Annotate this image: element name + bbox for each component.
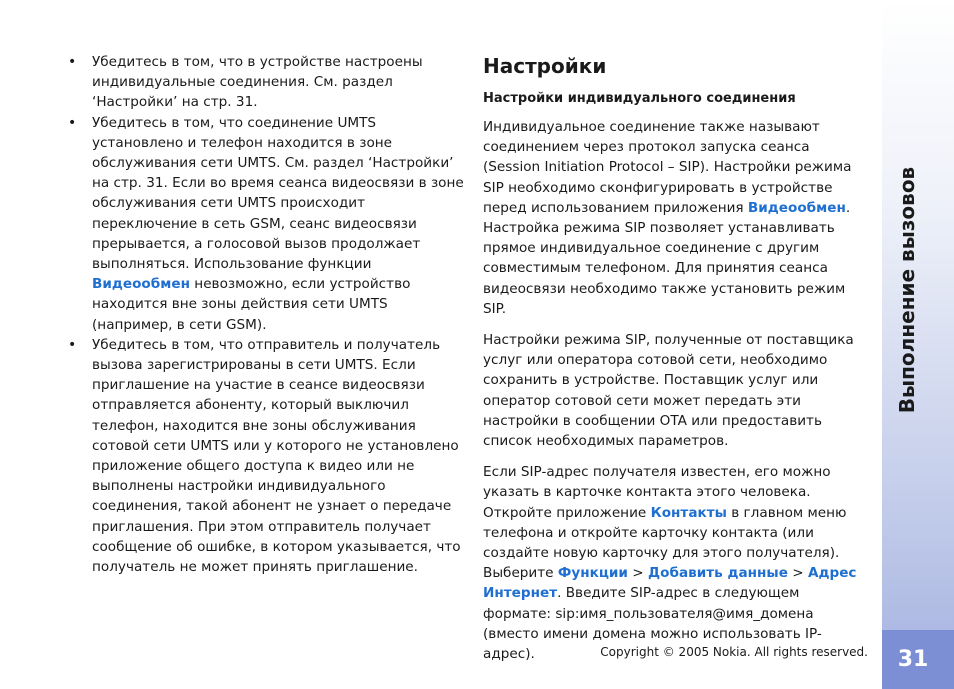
subsection-heading: Настройки индивидуального соединения (483, 91, 796, 106)
copyright-notice: Copyright © 2005 Nokia. All rights reserved. (600, 645, 868, 659)
paragraph-2 (483, 330, 871, 451)
paragraph-text: Индивидуальное соединение также называют соединением через протокол запуска сеанса (Session Initiation Protocol – SIP). Настройки режима SIP необходимо сконфигурировать в устройстве перед использованием приложения (483, 119, 852, 216)
paragraph-text: Если SIP-адрес получателя известен, его можно указать в карточке контакта этого человека. Откройте приложение (483, 464, 831, 521)
bullet-item-3 (66, 335, 466, 577)
section-heading: Настройки (483, 54, 607, 78)
menu-separator: > (627, 565, 649, 582)
link-internet-address[interactable]: Адрес Интернет (483, 565, 857, 602)
right-column (483, 52, 871, 675)
bullet-item-1 (66, 52, 466, 113)
link-videosharing[interactable]: Видеообмен (92, 276, 190, 293)
link-add-details[interactable]: Добавить данные (648, 565, 788, 582)
paragraph-text: в главном меню телефона и откройте карточку контакта (или создайте новую карточку для этого получателя). Выберите (483, 504, 847, 582)
link-videosharing[interactable]: Видеообмен (747, 199, 846, 216)
bullet-text: Убедитесь в том, что отправитель и получатель вызова зарегистрированы в сети UMTS. Если приглашение на участие в сеансе видеосвязи отправляется абоненту, который выключил телефон, находится вне зоны обслуживания сотовой сети UMTS или у которого не установлено приложение общего доступа к видео или не выполнены настройки индивидуального соединения, такой абонент не узнает о передаче приглашения. При этом отправитель получает сообщение об ошибке, в котором указывается, что получатель не может принять приглашение. (92, 336, 461, 576)
paragraph-3 (483, 462, 871, 664)
paragraph-text: . Настройка режима SIP позволяет устанавливать прямое индивидуальное соединение с другим совместимым телефоном. Для принятия сеанса видеосвязи необходимо также установить режим SIP. (483, 199, 851, 317)
paragraph-text: Настройки режима SIP, полученные от поставщика услуг или оператора сотовой сети, необходимо сохранить в устройстве. Поставщик услуг или оператор сотовой сети может передать эти настройки в сообщении OTA или предоставить список необходимых параметров. (483, 332, 854, 450)
bullet-text: Убедитесь в том, что соединение UMTS установлено и телефон находится в зоне обслуживания сети UMTS. См. раздел ‘Настройки’ на стр. 31. Если во время сеанса видеосвязи в зоне обслуживания сети UMTS происходит переключение в сеть GSM, сеанс видеосвязи прерывается, а голосовой вызов продолжает выполняться. Использование функции (92, 114, 464, 273)
link-contacts[interactable]: Контакты (650, 504, 727, 521)
left-column (66, 52, 466, 577)
menu-separator: > (787, 565, 808, 582)
link-options[interactable]: Функции (557, 565, 628, 582)
bullet-text: Убедитесь в том, что в устройстве настроены индивидуальные соединения. См. раздел ‘Настройки’ на стр. 31. (92, 54, 423, 111)
page-number: 31 (897, 647, 929, 672)
bullet-item-2 (66, 113, 466, 335)
page-number-box (882, 630, 954, 689)
bullet-text: невозможно, если устройство находится вне зоны действия сети UMTS (например, в сети GSM). (92, 276, 411, 333)
chapter-title: Выполнение вызовов (895, 166, 919, 414)
paragraph-1 (483, 117, 871, 319)
paragraph-text: . Введите SIP-адрес в следующем формате: sip:имя_пользователя@имя_домена (вместо имени домена можно использовать IP-адрес). (483, 585, 822, 663)
bullet-list (66, 52, 466, 577)
